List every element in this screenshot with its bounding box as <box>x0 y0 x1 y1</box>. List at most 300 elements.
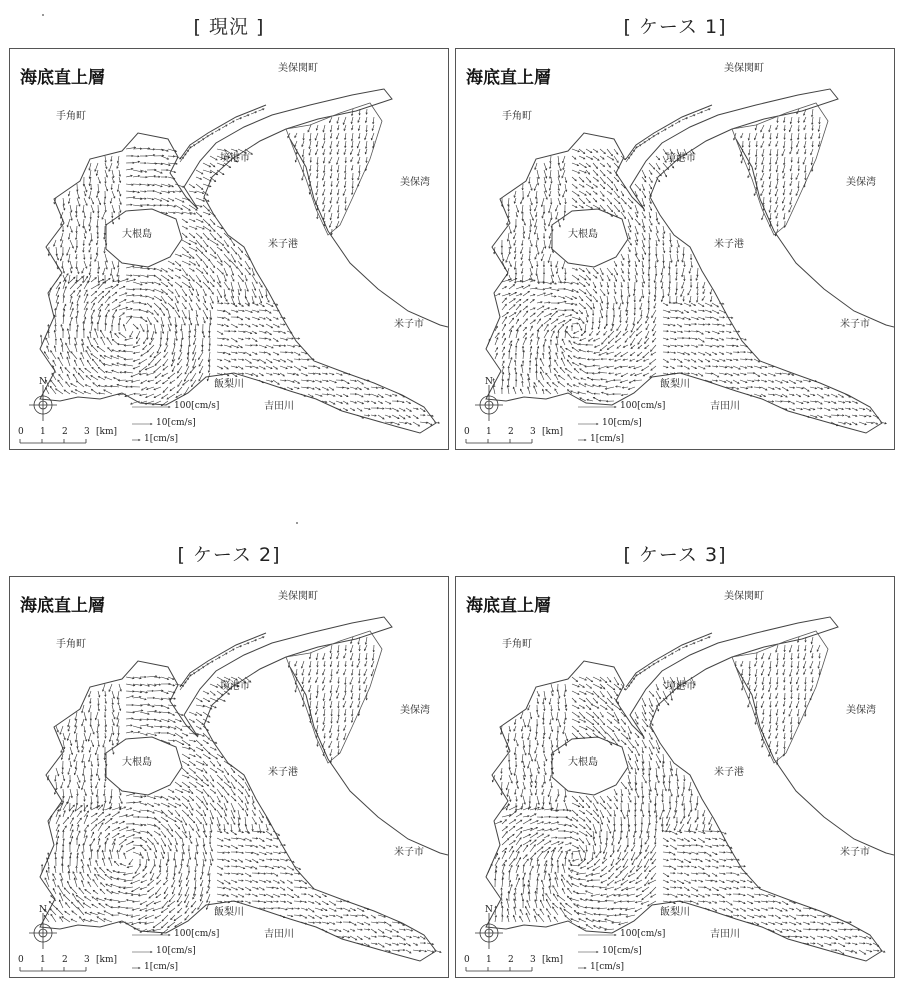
current-vector <box>266 894 273 897</box>
current-vector <box>529 873 531 880</box>
current-vector <box>168 712 175 716</box>
current-vector <box>210 163 215 167</box>
current-vector <box>748 173 750 178</box>
current-vector <box>351 669 353 675</box>
current-vector <box>586 691 594 695</box>
current-vector <box>649 698 653 706</box>
current-vector <box>294 915 301 917</box>
current-vector <box>231 247 237 254</box>
current-vector <box>50 386 56 394</box>
current-vector <box>606 380 614 383</box>
current-vector <box>684 887 689 891</box>
current-vector <box>273 894 280 897</box>
current-vector <box>109 850 112 859</box>
current-vector <box>501 247 503 254</box>
current-vector <box>385 394 392 396</box>
current-vector <box>322 387 329 390</box>
current-vector <box>322 915 328 917</box>
current-vector <box>203 754 210 759</box>
current-vector <box>175 845 177 852</box>
current-vector <box>119 845 122 852</box>
current-vector <box>768 366 774 368</box>
current-vector <box>557 726 559 733</box>
current-vector <box>166 859 168 865</box>
current-vector <box>238 261 242 266</box>
current-vector <box>523 761 525 768</box>
current-vector <box>805 701 807 707</box>
current-vector <box>273 317 278 319</box>
current-vector <box>107 869 112 873</box>
current-vector <box>845 936 851 938</box>
current-vector <box>670 324 675 326</box>
current-vector <box>831 408 838 410</box>
current-vector <box>719 901 725 903</box>
current-vector <box>649 177 652 183</box>
current-vector <box>636 887 642 890</box>
current-vector <box>642 212 645 218</box>
current-vector <box>126 848 135 853</box>
current-vector <box>105 705 107 711</box>
current-vector <box>530 268 532 275</box>
current-vector <box>77 811 81 817</box>
current-vector <box>502 298 507 303</box>
current-vector <box>112 310 117 317</box>
current-vector <box>748 693 750 699</box>
current-vector <box>175 275 180 278</box>
current-vector <box>157 345 161 353</box>
current-vector <box>535 789 537 795</box>
current-vector <box>642 254 644 260</box>
current-vector <box>315 197 318 205</box>
current-vector <box>622 387 628 389</box>
current-vector <box>65 911 70 915</box>
miho-bay-grid-edge <box>732 103 828 235</box>
current-vector <box>796 915 803 917</box>
current-vector <box>697 289 699 295</box>
current-vector <box>224 282 229 290</box>
current-vector <box>663 317 669 319</box>
current-vector <box>385 929 392 932</box>
current-vector <box>56 842 58 852</box>
current-vector <box>614 810 616 816</box>
current-vector <box>365 149 367 154</box>
current-vector <box>303 157 305 163</box>
current-vector <box>537 691 539 696</box>
current-vector <box>831 936 838 940</box>
current-vector <box>783 173 785 178</box>
current-vector <box>770 149 772 155</box>
current-vector <box>252 824 254 831</box>
current-vector <box>143 345 147 350</box>
current-vector <box>501 388 503 395</box>
current-vector <box>593 719 599 725</box>
current-vector <box>656 747 659 753</box>
current-vector <box>616 331 621 337</box>
current-vector <box>768 685 771 692</box>
miho-bay-grid-edge <box>286 103 382 235</box>
current-vector <box>599 927 607 929</box>
current-vector <box>62 247 64 255</box>
current-vector <box>140 373 148 375</box>
current-vector <box>605 387 614 389</box>
current-vector <box>357 141 360 148</box>
current-vector <box>337 645 339 653</box>
current-vector <box>350 701 353 708</box>
current-vector <box>84 825 89 831</box>
current-vector <box>593 296 597 302</box>
current-vector <box>570 864 579 866</box>
current-vector <box>762 653 765 659</box>
current-vector <box>399 943 406 945</box>
current-vector <box>544 219 546 225</box>
current-vector <box>91 278 96 283</box>
current-vector <box>514 191 516 197</box>
current-vector <box>231 838 238 840</box>
current-vector <box>168 796 175 799</box>
current-vector <box>741 133 743 138</box>
current-vector <box>579 733 584 738</box>
current-vector <box>224 275 226 281</box>
current-vector <box>245 803 248 810</box>
current-vector <box>684 866 689 868</box>
current-vector <box>70 226 73 232</box>
current-vector <box>638 338 642 344</box>
current-vector <box>770 133 772 139</box>
current-vector <box>169 894 175 902</box>
current-vector <box>628 789 630 795</box>
current-vector <box>84 261 87 268</box>
current-vector <box>554 917 558 922</box>
current-vector <box>537 275 539 284</box>
current-vector <box>579 349 586 352</box>
current-vector <box>344 173 346 179</box>
current-vector <box>103 789 105 796</box>
current-vector <box>189 289 193 295</box>
north-compass <box>29 385 57 421</box>
current-vector <box>646 310 649 318</box>
current-vector <box>537 768 539 774</box>
current-vector <box>147 296 154 299</box>
current-vector <box>776 733 778 738</box>
current-vector <box>565 733 568 741</box>
current-vector <box>245 275 247 281</box>
current-vector <box>537 319 541 324</box>
current-vector <box>540 372 544 380</box>
current-vector <box>769 165 771 171</box>
current-vector <box>818 133 820 138</box>
current-vector <box>224 296 227 301</box>
current-vector <box>817 929 824 931</box>
current-vector <box>676 275 678 280</box>
current-vector <box>316 717 318 722</box>
current-vector <box>189 803 193 810</box>
current-vector <box>112 261 115 269</box>
current-vector <box>287 894 294 898</box>
current-vector <box>98 740 100 747</box>
current-vector <box>224 782 231 788</box>
current-vector <box>762 685 764 690</box>
current-vector <box>95 868 98 873</box>
current-vector <box>168 268 173 271</box>
current-vector <box>104 712 106 717</box>
current-vector <box>357 922 363 925</box>
current-vector <box>126 725 132 727</box>
current-vector <box>175 289 179 297</box>
current-vector <box>719 894 724 898</box>
current-vector <box>203 212 210 215</box>
current-vector <box>147 190 155 192</box>
current-vector <box>371 387 378 389</box>
current-vector <box>231 268 234 275</box>
current-vector <box>705 310 712 313</box>
current-vector <box>838 394 844 397</box>
current-vector <box>579 149 585 154</box>
current-vector <box>198 352 203 360</box>
current-vector <box>631 852 635 860</box>
current-vector <box>238 275 243 282</box>
current-vector <box>763 197 765 205</box>
current-vector <box>530 320 535 324</box>
current-vector <box>112 205 115 213</box>
current-vector <box>287 866 294 870</box>
current-vector <box>579 691 586 694</box>
current-vector <box>562 352 565 359</box>
current-vector <box>594 338 601 341</box>
current-vector <box>670 894 677 897</box>
current-vector <box>636 880 642 884</box>
current-vector <box>175 205 183 209</box>
current-vector <box>51 380 56 387</box>
current-vector <box>605 919 614 922</box>
current-vector <box>866 936 871 939</box>
current-vector <box>642 247 646 254</box>
current-vector <box>646 331 649 338</box>
current-vector <box>182 810 189 816</box>
current-vector <box>535 803 537 810</box>
current-vector <box>607 345 614 350</box>
current-vector <box>199 359 203 366</box>
current-vector <box>635 712 638 718</box>
current-vector <box>502 372 504 380</box>
current-vector <box>70 261 73 269</box>
current-vector <box>755 669 757 677</box>
current-vector <box>703 810 705 816</box>
current-vector <box>541 198 544 207</box>
current-vector <box>105 698 107 703</box>
current-vector <box>790 181 792 186</box>
current-vector <box>572 163 579 166</box>
current-vector <box>572 691 579 695</box>
current-vector <box>621 394 628 396</box>
current-vector <box>259 866 267 868</box>
current-vector <box>182 233 187 238</box>
current-vector <box>273 373 280 375</box>
current-vector <box>82 768 84 776</box>
current-vector <box>641 901 649 904</box>
current-vector <box>308 915 314 918</box>
current-vector <box>641 817 643 824</box>
current-vector <box>316 173 318 178</box>
current-vector <box>224 240 228 247</box>
current-vector <box>719 373 726 375</box>
current-vector <box>691 887 698 891</box>
current-vector <box>593 866 600 871</box>
current-vector <box>682 254 684 262</box>
current-vector <box>118 901 126 903</box>
current-vector <box>238 775 244 780</box>
current-vector <box>712 880 717 882</box>
current-vector <box>203 240 208 247</box>
current-vector <box>203 261 208 268</box>
scale-tick: 2 <box>508 427 514 437</box>
current-vector <box>627 296 629 304</box>
current-vector <box>612 831 614 838</box>
current-vector <box>600 275 603 281</box>
current-vector <box>141 880 147 883</box>
current-vector <box>330 189 332 195</box>
current-vector <box>691 310 697 312</box>
current-vector <box>316 181 318 188</box>
current-vector <box>562 191 565 197</box>
current-vector <box>782 380 788 383</box>
current-vector <box>337 733 339 740</box>
current-vector <box>67 733 70 740</box>
current-vector <box>636 852 642 859</box>
current-vector <box>612 838 614 845</box>
current-vector <box>558 824 566 826</box>
current-vector <box>748 149 750 155</box>
current-vector <box>238 254 241 260</box>
current-vector <box>749 669 751 676</box>
current-vector <box>537 879 539 887</box>
current-vector <box>196 289 199 296</box>
current-vector <box>345 645 347 651</box>
label-yonagoko: 米子港 <box>268 767 298 778</box>
current-vector <box>588 338 593 341</box>
current-vector <box>684 880 691 883</box>
current-vector <box>607 163 611 167</box>
current-vector <box>709 824 712 830</box>
current-vector <box>182 240 191 245</box>
current-vector <box>63 811 65 818</box>
current-vector <box>509 846 513 852</box>
current-vector <box>544 170 547 178</box>
current-vector <box>93 880 98 888</box>
current-vector <box>210 247 216 254</box>
current-vector <box>119 299 126 303</box>
current-vector <box>621 261 623 266</box>
current-vector <box>329 157 332 163</box>
current-vector <box>803 908 811 910</box>
current-vector <box>509 761 511 769</box>
current-vector <box>140 155 147 157</box>
current-vector <box>245 894 250 896</box>
current-vector <box>537 311 543 317</box>
current-vector <box>67 219 70 227</box>
current-vector <box>677 352 685 355</box>
current-vector <box>182 198 190 201</box>
current-vector <box>91 832 94 838</box>
current-vector <box>98 296 104 303</box>
current-vector <box>392 929 399 932</box>
current-vector <box>621 719 626 724</box>
current-vector <box>572 698 576 702</box>
current-vector <box>161 677 169 680</box>
current-vector <box>625 324 628 330</box>
current-vector <box>136 338 140 344</box>
current-vector <box>585 885 593 887</box>
current-vector <box>669 261 671 269</box>
current-vector <box>654 133 659 136</box>
current-vector <box>68 275 70 284</box>
current-vector <box>301 366 307 369</box>
current-vector <box>84 775 86 782</box>
current-vector <box>775 157 778 164</box>
current-vector <box>636 673 641 676</box>
current-vector <box>529 796 531 803</box>
current-vector <box>784 693 786 700</box>
current-vector <box>798 653 800 658</box>
current-vector <box>133 731 140 733</box>
current-vector <box>196 191 204 194</box>
current-vector <box>112 305 120 310</box>
current-vector <box>733 338 738 340</box>
current-vector <box>558 314 564 317</box>
current-vector <box>350 401 357 403</box>
current-vector <box>77 277 83 283</box>
current-vector <box>529 254 531 261</box>
current-vector <box>810 693 813 700</box>
current-vector <box>607 149 613 156</box>
current-vector <box>523 747 526 755</box>
current-vector <box>684 275 686 281</box>
current-vector <box>747 394 752 396</box>
current-vector <box>593 177 599 181</box>
current-vector <box>535 254 537 259</box>
current-vector <box>188 845 190 851</box>
current-vector <box>804 125 806 130</box>
current-vector <box>196 226 204 229</box>
current-vector <box>74 360 77 366</box>
current-vector <box>90 844 92 852</box>
current-vector <box>529 247 531 253</box>
current-vector <box>60 726 63 734</box>
current-vector <box>593 198 597 202</box>
current-vector <box>698 317 705 320</box>
current-vector <box>756 701 758 708</box>
current-vector <box>90 254 92 259</box>
current-vector <box>500 775 502 780</box>
current-vector <box>168 838 172 845</box>
current-vector <box>64 390 70 394</box>
current-vector <box>364 408 370 410</box>
current-vector <box>635 254 640 262</box>
current-vector <box>378 415 384 419</box>
current-vector <box>74 754 77 762</box>
current-vector <box>502 254 504 261</box>
current-vector <box>97 850 99 859</box>
current-vector <box>133 901 140 903</box>
current-vector <box>616 859 621 865</box>
current-vector <box>645 139 650 142</box>
current-vector <box>64 888 70 894</box>
current-vector <box>509 261 512 267</box>
current-vector <box>196 789 203 793</box>
current-vector <box>329 387 334 390</box>
current-vector <box>203 254 210 261</box>
current-vector <box>294 901 302 903</box>
current-vector <box>873 950 879 952</box>
